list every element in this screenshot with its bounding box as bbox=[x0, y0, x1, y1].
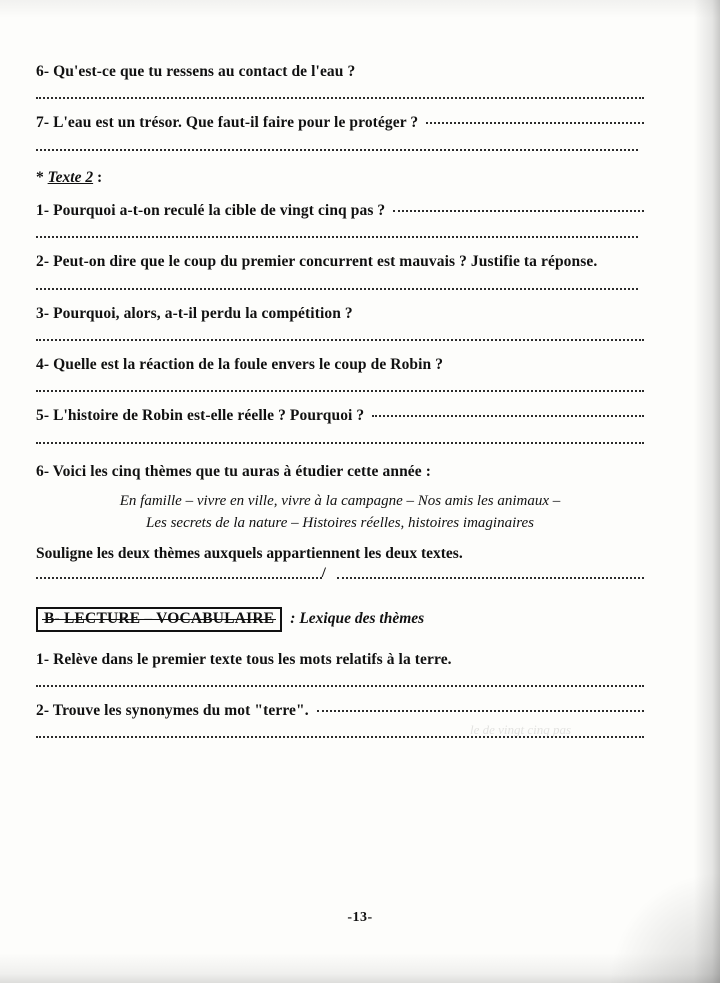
answer-line[interactable] bbox=[36, 428, 644, 444]
scan-edge-top bbox=[0, 0, 720, 18]
question-block-t2-6 bbox=[36, 462, 644, 581]
question-row bbox=[36, 701, 644, 720]
question-block-b-1 bbox=[36, 650, 644, 687]
themes-list bbox=[36, 491, 644, 535]
question-text: 1- Relève dans le premier texte tous les mots relatifs à la terre. bbox=[36, 650, 452, 668]
question-block-t2-3 bbox=[36, 304, 644, 341]
question-row bbox=[36, 406, 644, 425]
answer-separator: / bbox=[321, 564, 326, 581]
question-text: 2- Peut-on dire que le coup du premier concurrent est mauvais ? Justifie ta réponse. bbox=[36, 253, 598, 271]
page-number: -13- bbox=[347, 910, 373, 925]
answer-line[interactable] bbox=[36, 671, 644, 687]
question-block-t2-4 bbox=[36, 355, 644, 392]
section-b-title: B- LECTURE – VOCABULAIRE bbox=[44, 609, 275, 627]
question-text: 3- Pourquoi, alors, a-t-il perdu la compétition ? bbox=[36, 304, 353, 322]
answer-line[interactable] bbox=[36, 135, 638, 151]
question-block-t2-5 bbox=[36, 406, 644, 443]
question-block-t1-7 bbox=[36, 113, 644, 150]
texte2-suffix: : bbox=[93, 168, 103, 186]
question-block-t2-2 bbox=[36, 252, 644, 289]
answer-line-right[interactable] bbox=[337, 567, 644, 579]
texte2-heading bbox=[36, 169, 644, 187]
question-text: 5- L'histoire de Robin est-elle réelle ? Pourquoi ? bbox=[36, 407, 365, 425]
themes-line-1: En famille – vivre en ville, vivre à la campagne – Nos amis les animaux – bbox=[119, 493, 561, 509]
themes-line-2: Les secrets de la nature – Histoires réelles, histoires imaginaires bbox=[145, 514, 535, 531]
question-block-t2-1 bbox=[36, 201, 644, 238]
answer-line-inline[interactable] bbox=[393, 200, 644, 212]
answer-line-left[interactable] bbox=[36, 567, 322, 579]
worksheet-content bbox=[36, 62, 644, 744]
question-block-b-2 bbox=[36, 701, 644, 738]
question-text: 6- Voici les cinq thèmes que tu auras à étudier cette année : bbox=[36, 462, 431, 480]
question-text: 7- L'eau est un trésor. Que faut-il faire pour le protéger ? bbox=[36, 114, 419, 132]
section-b-box-label bbox=[36, 607, 282, 632]
answer-line-inline[interactable] bbox=[426, 112, 644, 124]
answer-line[interactable] bbox=[36, 376, 644, 392]
question-text: 2- Trouve les synonymes du mot "terre". bbox=[36, 701, 309, 719]
answer-line[interactable] bbox=[36, 274, 638, 290]
answer-line-split bbox=[36, 565, 644, 581]
scan-ghost-text: le de vingt cinq pas bbox=[470, 722, 572, 737]
answer-line-inline[interactable] bbox=[372, 405, 644, 417]
question-text: 6- Qu'est-ce que tu ressens au contact de l'eau ? bbox=[36, 63, 356, 80]
section-b-subtitle: : Lexique des thèmes bbox=[290, 610, 425, 627]
texte2-prefix: * bbox=[36, 168, 48, 186]
question-block-t1-6 bbox=[36, 62, 644, 99]
answer-line-inline[interactable] bbox=[317, 700, 644, 712]
answer-line[interactable] bbox=[36, 222, 638, 238]
question-row bbox=[36, 201, 644, 220]
section-b-heading bbox=[36, 607, 644, 632]
scan-edge-bottom bbox=[0, 953, 720, 983]
question-row bbox=[36, 113, 644, 132]
question-text: 1- Pourquoi a-t-on reculé la cible de vingt cinq pas ? bbox=[36, 201, 386, 219]
answer-line[interactable] bbox=[36, 722, 644, 738]
scan-edge-right bbox=[694, 0, 720, 983]
souligne-instruction: Souligne les deux thèmes auxquels appartiennent les deux textes. bbox=[36, 544, 463, 562]
answer-line[interactable] bbox=[36, 325, 644, 341]
answer-line[interactable] bbox=[36, 83, 644, 99]
question-text: 4- Quelle est la réaction de la foule envers le coup de Robin ? bbox=[36, 355, 444, 373]
section-b-strikethrough bbox=[42, 619, 276, 620]
texte2-underlined-label: Texte 2 bbox=[47, 168, 94, 186]
